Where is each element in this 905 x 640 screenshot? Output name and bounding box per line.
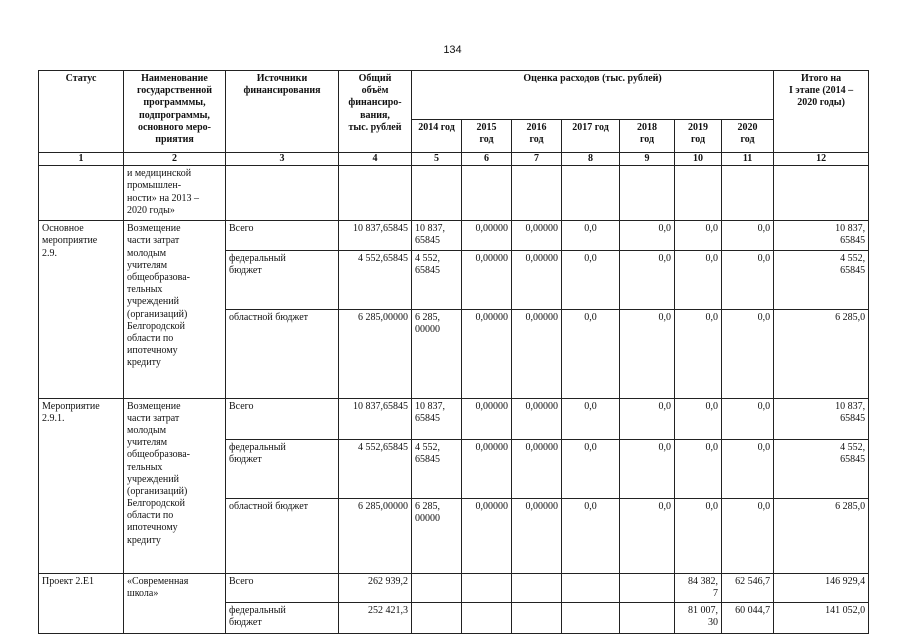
continuation-row xyxy=(39,166,869,221)
row-2019: 81 007, 30 xyxy=(675,602,722,633)
row-2020: 0,0 xyxy=(722,221,774,250)
row-stage-total: 4 552, 65845 xyxy=(774,439,869,498)
header-year: 2015 год xyxy=(462,120,512,153)
row-2017: 0,0 xyxy=(562,250,620,309)
row-2016 xyxy=(512,573,562,602)
row-2019: 0,0 xyxy=(675,398,722,439)
row-2019: 0,0 xyxy=(675,439,722,498)
header-status: Статус xyxy=(39,71,124,153)
column-number: 4 xyxy=(339,153,412,166)
row-2018 xyxy=(620,573,675,602)
row-stage-total: 6 285,0 xyxy=(774,498,869,573)
row-2015: 0,00000 xyxy=(462,309,512,398)
column-number: 9 xyxy=(620,153,675,166)
row-stage-total: 6 285,0 xyxy=(774,309,869,398)
row-2014 xyxy=(412,602,462,633)
row-name: «Современная школа» xyxy=(124,573,226,633)
row-2014: 10 837, 65845 xyxy=(412,398,462,439)
row-name: Возмещение части затрат молодым учителям общеобразова- тельных учреждений (организаций) Белгородской области по ипотечному кредиту xyxy=(124,398,226,573)
row-source: областной бюджет xyxy=(226,498,339,573)
row-2017: 0,0 xyxy=(562,221,620,250)
row-2014: 4 552, 65845 xyxy=(412,250,462,309)
row-2014 xyxy=(412,573,462,602)
row-total: 10 837,65845 xyxy=(339,398,412,439)
row-2020: 0,0 xyxy=(722,398,774,439)
row-source: областной бюджет xyxy=(226,309,339,398)
row-2019: 0,0 xyxy=(675,498,722,573)
row-total: 6 285,00000 xyxy=(339,498,412,573)
row-2020: 62 546,7 xyxy=(722,573,774,602)
page-number: 134 xyxy=(443,44,462,56)
header-total: Общий объём финансиро- вания, тыс. рублей xyxy=(339,71,412,153)
row-2016: 0,00000 xyxy=(512,439,562,498)
row-2018: 0,0 xyxy=(620,439,675,498)
column-number: 11 xyxy=(722,153,774,166)
column-number: 5 xyxy=(412,153,462,166)
row-2017: 0,0 xyxy=(562,398,620,439)
row-stage-total: 10 837, 65845 xyxy=(774,398,869,439)
row-2018: 0,0 xyxy=(620,398,675,439)
row-total: 4 552,65845 xyxy=(339,439,412,498)
row-total: 10 837,65845 xyxy=(339,221,412,250)
column-number: 10 xyxy=(675,153,722,166)
row-source: федеральный бюджет xyxy=(226,439,339,498)
header-stage-total: Итого на I этапе (2014 – 2020 годы) xyxy=(774,71,869,153)
column-number: 12 xyxy=(774,153,869,166)
row-2018: 0,0 xyxy=(620,309,675,398)
row-2015: 0,00000 xyxy=(462,250,512,309)
row-2020: 60 044,7 xyxy=(722,602,774,633)
header-year: 2017 год xyxy=(562,120,620,153)
header-year: 2020 год xyxy=(722,120,774,153)
column-number: 6 xyxy=(462,153,512,166)
row-2017: 0,0 xyxy=(562,498,620,573)
row-total: 4 552,65845 xyxy=(339,250,412,309)
row-total: 6 285,00000 xyxy=(339,309,412,398)
row-source: Всего xyxy=(226,573,339,602)
row-2015: 0,00000 xyxy=(462,221,512,250)
row-2020: 0,0 xyxy=(722,250,774,309)
row-status: Проект 2.Е1 xyxy=(39,573,124,633)
header-name: Наименование государственной программмы, подпрограммы, основного меро- приятия xyxy=(124,71,226,153)
row-2020: 0,0 xyxy=(722,309,774,398)
row-stage-total: 10 837, 65845 xyxy=(774,221,869,250)
column-number: 3 xyxy=(226,153,339,166)
table-row xyxy=(39,398,869,439)
row-source: Всего xyxy=(226,221,339,250)
column-number: 2 xyxy=(124,153,226,166)
row-2020: 0,0 xyxy=(722,498,774,573)
row-2017: 0,0 xyxy=(562,309,620,398)
table-row xyxy=(39,221,869,250)
row-2017 xyxy=(562,602,620,633)
row-2016: 0,00000 xyxy=(512,221,562,250)
row-2018: 0,0 xyxy=(620,250,675,309)
header-year: 2019 год xyxy=(675,120,722,153)
row-2016: 0,00000 xyxy=(512,250,562,309)
row-2014: 4 552, 65845 xyxy=(412,439,462,498)
column-number: 7 xyxy=(512,153,562,166)
row-2019: 0,0 xyxy=(675,221,722,250)
header-estimate: Оценка расходов (тыс. рублей) xyxy=(412,71,774,120)
row-name: Возмещение части затрат молодым учителям общеобразова- тельных учреждений (организаций) Белгородской области по ипотечному кредиту xyxy=(124,221,226,398)
row-stage-total: 141 052,0 xyxy=(774,602,869,633)
row-2016: 0,00000 xyxy=(512,398,562,439)
row-2019: 0,0 xyxy=(675,309,722,398)
row-2016: 0,00000 xyxy=(512,498,562,573)
row-status: Основное мероприятие 2.9. xyxy=(39,221,124,398)
row-2020: 0,0 xyxy=(722,439,774,498)
budget-table xyxy=(38,70,869,634)
row-total: 252 421,3 xyxy=(339,602,412,633)
row-2018: 0,0 xyxy=(620,221,675,250)
row-2014: 10 837, 65845 xyxy=(412,221,462,250)
table-row xyxy=(39,573,869,602)
row-stage-total: 4 552, 65845 xyxy=(774,250,869,309)
row-2016: 0,00000 xyxy=(512,309,562,398)
row-2015: 0,00000 xyxy=(462,498,512,573)
row-2015 xyxy=(462,602,512,633)
row-2015: 0,00000 xyxy=(462,398,512,439)
header-year: 2018 год xyxy=(620,120,675,153)
row-2019: 84 382, 7 xyxy=(675,573,722,602)
column-number: 1 xyxy=(39,153,124,166)
row-2017 xyxy=(562,573,620,602)
row-source: Всего xyxy=(226,398,339,439)
row-2014: 6 285, 00000 xyxy=(412,309,462,398)
row-status: Мероприятие 2.9.1. xyxy=(39,398,124,573)
row-2018 xyxy=(620,602,675,633)
header-year: 2014 год xyxy=(412,120,462,153)
row-2014: 6 285, 00000 xyxy=(412,498,462,573)
row-2019: 0,0 xyxy=(675,250,722,309)
header-year: 2016 год xyxy=(512,120,562,153)
column-number: 8 xyxy=(562,153,620,166)
row-2018: 0,0 xyxy=(620,498,675,573)
row-2015 xyxy=(462,573,512,602)
row-total: 262 939,2 xyxy=(339,573,412,602)
continuation-name: и медицинской промышлен- ности» на 2013 – 2020 годы» xyxy=(124,166,226,221)
row-2015: 0,00000 xyxy=(462,439,512,498)
header-sources: Источники финансирования xyxy=(226,71,339,153)
row-2017: 0,0 xyxy=(562,439,620,498)
row-stage-total: 146 929,4 xyxy=(774,573,869,602)
row-source: федеральный бюджет xyxy=(226,250,339,309)
row-2016 xyxy=(512,602,562,633)
row-source: федеральный бюджет xyxy=(226,602,339,633)
